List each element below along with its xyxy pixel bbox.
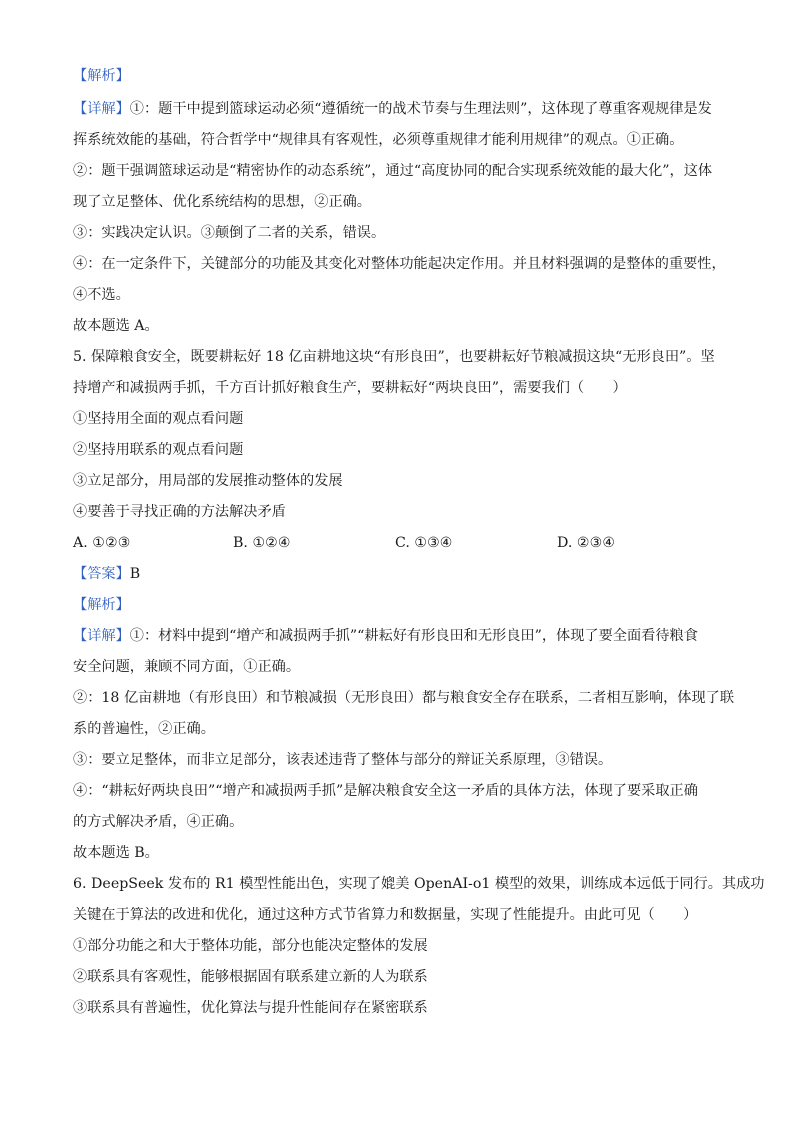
conclusion-line: 故本题选 B。 (73, 845, 159, 861)
question-6-item: ②联系具有客观性，能够根据固有联系建立新的人为联系 (73, 969, 428, 985)
explanation-line: 安全问题，兼顾不同方面，①正确。 (73, 659, 301, 675)
question-5-item: ②坚持用联系的观点看问题 (73, 442, 244, 458)
option-a: A. ①②③ (73, 535, 131, 551)
question-5-item: ①坚持用全面的观点看问题 (73, 411, 244, 427)
explanation-line: ③：实践决定认识。③颠倒了二者的关系，错误。 (73, 225, 386, 241)
option-b: B. ①②④ (233, 535, 291, 551)
question-5-item: ③立足部分，用局部的发展推动整体的发展 (73, 473, 343, 489)
explanation-line: 的方式解决矛盾，④正确。 (73, 814, 244, 830)
question-6-item: ③联系具有普遍性，优化算法与提升性能间存在紧密联系 (73, 1000, 428, 1016)
question-5-stem: 持增产和减损两手抓，千方百计抓好粮食生产，要耕耘好“两块良田”，需要我们（ ） (73, 380, 627, 396)
explanation-line: 挥系统效能的基础，符合哲学中“规律具有客观性，必须尊重规律才能利用规律”的观点。①正确。 (73, 132, 684, 148)
explanation-line: 【详解】①：材料中提到“增产和减损两手抓”“耕耘好有形良田和无形良田”，体现了要全面看待粮食 (73, 628, 698, 644)
explanation-line: ④：在一定条件下，关键部分的功能及其变化对整体功能起决定作用。并且材料强调的是整体的重要性， (73, 256, 726, 272)
answer-line: 【答案】B (73, 566, 141, 582)
analysis-heading: 【解析】 (73, 597, 130, 613)
explanation-line: 系的普遍性，②正确。 (73, 721, 215, 737)
question-5-stem: 5. 保障粮食安全，既要耕耘好 18 亿亩耕地这块“有形良田”，也要耕耘好节粮减损这块“无形良田”。坚 (73, 349, 715, 365)
question-5-item: ④要善于寻找正确的方法解决矛盾 (73, 504, 286, 520)
explanation-line: ③：要立足整体，而非立足部分，该表述违背了整体与部分的辩证关系原理，③错误。 (73, 752, 613, 768)
question-6-stem: 6. DeepSeek 发布的 R1 模型性能出色，实现了媲美 OpenAI-o1 模型的效果，训练成本远低于同行。其成功 (73, 876, 765, 892)
question-6-stem: 关键在于算法的改进和优化，通过这种方式节省算力和数据量，实现了性能提升。由此可见（ ） (73, 907, 698, 923)
explanation-line: ④不选。 (73, 287, 130, 303)
explanation-line: 【详解】①：题干中提到篮球运动必须“遵循统一的战术节奏与生理法则”，这体现了尊重客观规律是发 (73, 101, 712, 117)
option-d: D. ②③④ (557, 535, 616, 551)
explanation-line: 现了立足整体、优化系统结构的思想，②正确。 (73, 194, 371, 210)
analysis-heading: 【解析】 (73, 68, 130, 84)
question-6-item: ①部分功能之和大于整体功能，部分也能决定整体的发展 (73, 938, 428, 954)
explanation-line: ②：18 亿亩耕地（有形良田）和节粮减损（无形良田）都与粮食安全存在联系，二者相互影响，体现了联 (73, 690, 735, 706)
explanation-line: ②：题干强调篮球运动是“精密协作的动态系统”，通过“高度协同的配合实现系统效能的最大化”，这体 (73, 163, 713, 179)
conclusion-line: 故本题选 A。 (73, 318, 159, 334)
option-c: C. ①③④ (395, 535, 453, 551)
explanation-line: ④：“耕耘好两块良田”“增产和减损两手抓”是解决粮食安全这一矛盾的具体方法，体现了要采取正确 (73, 783, 698, 799)
